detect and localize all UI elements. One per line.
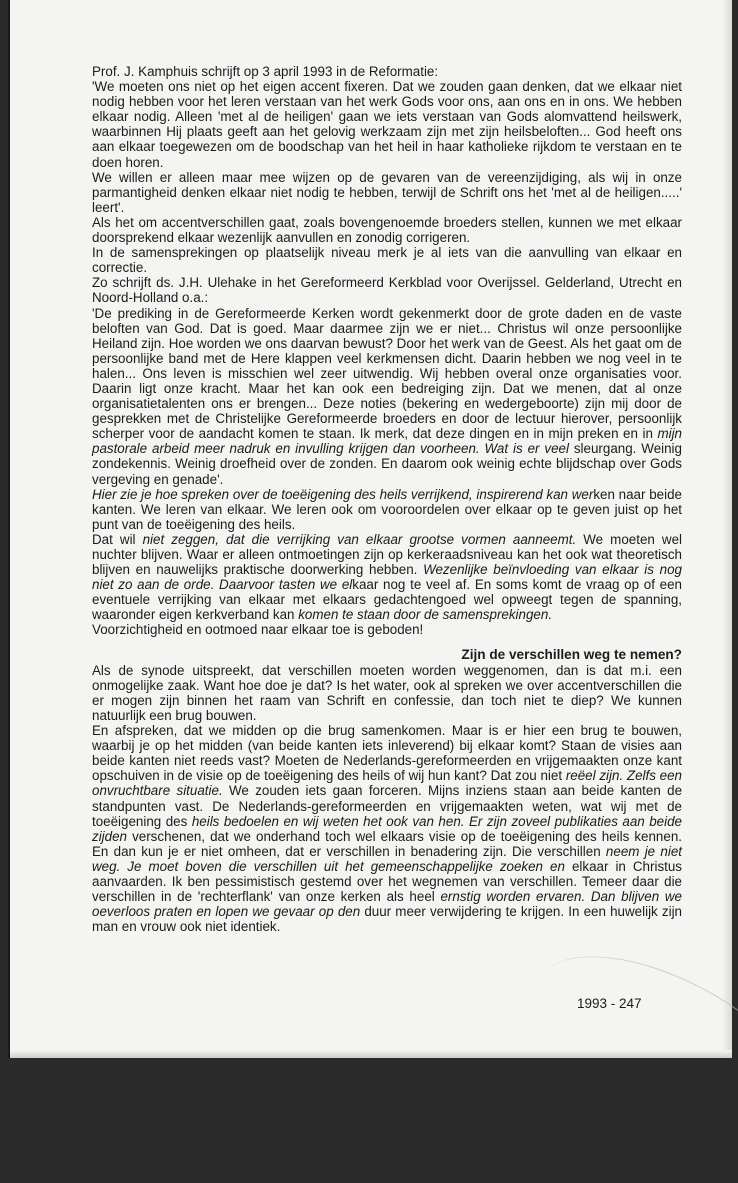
paragraph: In de samensprekingen op plaatselijk niveau merk je al iets van die aanvulling van elkaar en correctie.: [92, 245, 682, 276]
italic-run: heils bedoelen en wij weten het ook van hen. Er zijn zoveel publikaties aan beide zijden: [92, 813, 683, 844]
paragraph: Zo schrijft ds. J.H. Ulehake in het Gereformeerd Kerkblad voor Overijssel. Gelderland, Utrecht en Noord-Holland o.a.:: [92, 275, 682, 306]
page-right-edge: [722, 0, 732, 1058]
paragraph: Als het om accentverschillen gaat, zoals bovengenoemde broeders stellen, kunnen we met elkaar doorsprekend elkaar wezenlijk aanvullen en zonodig corrigeren.: [92, 214, 682, 246]
paragraph: [92, 723, 682, 934]
paragraph: We willen er alleen maar mee wijzen op de gevaren van de vereenzijdiging, als wij in onze parmantigheid denken elkaar niet nodig te hebben, terwijl de Schrift ons het 'met al de heiligen.....' leert'.: [92, 169, 682, 215]
article-body: [92, 64, 682, 934]
section-heading: Zijn de verschillen weg te nemen?: [461, 646, 682, 662]
quote-paragraph: [92, 306, 682, 487]
page-number: 1993 - 247: [577, 996, 642, 1011]
text-run: 'De prediking in de Gereformeerde Kerken wordt gekenmerkt door de grote daden en de vaste beloften van God. Dat is goed. Maar daarmee zijn we er niet... Christus wil onze persoonlijke Heiland zijn. Hoe worden we ons daarvan bewust? Door het werk van de Geest. Als het gaat om de persoonlijke band met de Here klappen veel kerkmensen dicht. Daarin hebben we nog veel in te halen... Ons leven is misschien wel zeer uitwendig. Wij hebben overal onze organisaties voor. Daarin ligt onze kracht. Maar het kan ook een bedreiging zijn. Dat we menen, dat al onze organisatietalenten ons er brengen... Deze noties (bekering en wedergeboorte) zijn mij door de gesprekken met de Christelijke Gereformeerde broeders en door de lectuur hierover, persoonlijk scherper voor de aandacht komen te staan. Ik merk, dat deze dingen en in mijn preken en in: [92, 305, 682, 442]
italic-run: niet zeggen, dat die verrijking van elkaar grootse vormen aanneemt.: [142, 531, 577, 547]
italic-run: reëel zijn. Zelfs een onvruchtbare situatie.: [92, 768, 683, 799]
text-run: En afspreken, dat we midden op die brug samenkomen. Maar is er hier een brug te bouwen, waarbij je op het midden (van beide kanten iets inleverend) bij elkaar komt? Staan de visies aan beide kanten niet reeds vast? Moeten de Nederlands-gereformeerden en vrijgemaakten onze kant opschuiven in de visie op de toeëigening des heils of wij hun kant? Dat zou niet: [92, 723, 682, 784]
text-run: kaar nog te veel af. En soms komt de vraag op of een eventuele verrijking van elkaar met elkaars gedachtengoed wel opweegt tegen de spanning, waaronder eigen kerkverband kan: [92, 577, 683, 623]
text-run: verschenen, dat we onderhand toch wel elkaars visie op de toeëigening des heils kennen. En dan kun je er niet omheen, dat er verschillen in benadering zijn. Die verschillen: [92, 828, 682, 859]
paragraph: [92, 487, 682, 532]
scanned-page: [8, 0, 732, 1058]
paragraph: Als de synode uitspreekt, dat verschillen moeten worden weggenomen, dan is dat m.i. een onmogelijke zaak. Want hoe doe je dat? Is het water, ook al spreken we over accentverschillen die er mogen zijn binnen het raam van Schrift en confessie, dan toch niet te diep? We kunnen natuurlijk een brug bouwen.: [92, 662, 682, 723]
text-run: We zouden iets gaan forceren. Mijns inziens staan aan beide kanten de standpunten vast. De Nederlands-gereformeerden en vrijgemaakten weten, wat wij met de toeëigening des: [92, 783, 683, 829]
paragraph: 'We moeten ons niet op het eigen accent fixeren. Dat we zouden gaan denken, dat we elkaar niet nodig hebben voor het leren verstaan van het werk Gods voor ons, aan ons en in ons. We hebben elkaar nodig. Alleen 'met al de heiligen' gaan we iets verstaan van Gods alomvattend heilswerk, waarbinnen Hij plaats geeft aan het gelovig werkzaam zijn met zijn heilsbeloften... God heeft ons aan elkaar toegewezen om de boodschap van het heil in haar katholieke rijkdom te verstaan en te doen horen.: [92, 79, 682, 170]
paper-fold-mark: [504, 918, 738, 1183]
italic-run: Wezenlijke beïnvloeding van elkaar is nog niet zo aan de orde. Daarvoor tasten we el: [92, 562, 682, 593]
text-run: We moeten wel nuchter blijven. Waar er alleen ontmoetingen zijn op kerkeraadsniveau kan het ook wat theoretisch blijven en nauwelijks praktische doorwerking hebben.: [92, 531, 682, 578]
paragraph: Voorzichtigheid en ootmoed naar elkaar toe is geboden!: [92, 622, 424, 638]
text-run: sleurgang. Weinig zondekennis. Weinig droefheid over de zonden. En daarom ook weinig echte blijdschap over Gods vergeving en genade'.: [92, 441, 682, 487]
text-run: elkaar in Christus aanvaarden. Ik ben pessimistisch gestemd over het wegnemen van verschillen. Temeer daar die verschillen in de 'rechterflank' van onze kerken als heel: [92, 858, 682, 905]
text-run: Dat wil: [92, 531, 143, 547]
paragraph: [92, 532, 682, 623]
text-run: ken naar beide kanten. We leren van elkaar. We leren ook om vooroordelen over elkaar op te geven juist op het punt van de toeëigening des heils.: [92, 486, 682, 532]
italic-run: ernstig worden ervaren. Dan blijven we oeverloos praten en lopen we gevaar op den: [92, 889, 682, 920]
italic-run: neem je niet weg. Je moet boven die verschillen uit het gemeenschappelijke zoeken en: [92, 843, 682, 874]
italic-run: Hier zie je hoe spreken over de toeëigening des heils verrijkend, inspirerend kan wer: [92, 486, 594, 502]
italic-run: komen te staan door de samensprekingen.: [298, 607, 553, 623]
paragraph: Prof. J. Kamphuis schrijft op 3 april 1993 in de Reformatie:: [92, 64, 439, 79]
text-run: duur meer verwijdering te krijgen. In een huwelijk zijn man en vrouw ook niet identiek.: [92, 904, 683, 935]
italic-run: mijn pastorale arbeid meer nadruk en invulling krijgen dan voorheen. Wat is er veel: [92, 426, 682, 457]
